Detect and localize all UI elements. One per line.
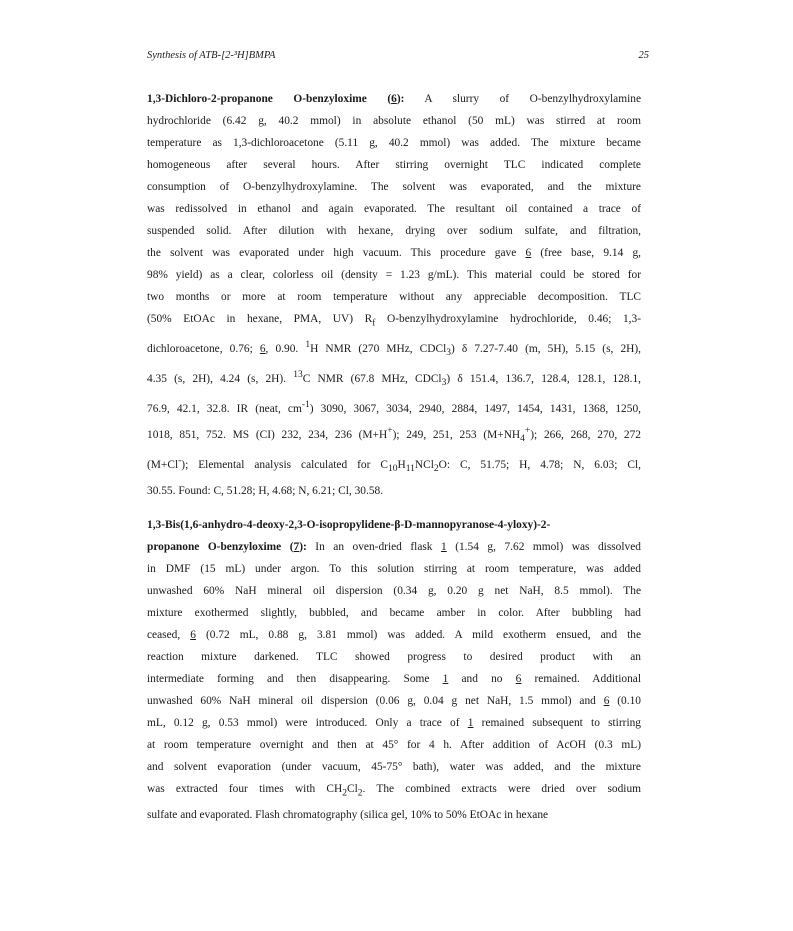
running-header xyxy=(147,50,649,66)
text-line: consumption of O-benzylhydroxylamine. The solvent was evaporated, and the mixture xyxy=(147,181,641,193)
text-line: sulfate and evaporated. Flash chromatography (silica gel, 10% to 50% EtOAc in hexane xyxy=(147,809,549,822)
text-line: unwashed 60% NaH mineral oil dispersion (0.06 g, 0.04 g net NaH, 1.5 mmol) and 6 (0.10 xyxy=(147,695,641,707)
text-line: suspended solid. After dilution with hexane, drying over sodium sulfate, and filtration, xyxy=(147,225,641,237)
text-line: unwashed 60% NaH mineral oil dispersion (0.34 g, 0.20 g net NaH, 8.5 mmol). The xyxy=(147,585,641,597)
text-line: in DMF (15 mL) under argon. To this solution stirring at room temperature, was added xyxy=(147,563,641,575)
text-line: 1,3-Bis(1,6-anhydro-4-deoxy-2,3-O-isopropylidene-β-D-mannopyranose-4-yloxy)-2- xyxy=(147,519,551,531)
text-line: 1018, 851, 752. MS (CI) 232, 234, 236 (M+H+); 249, 251, 253 $(M+NH_4^+)$; 266, 268, 270, 272 xyxy=(147,426,641,445)
text-line: (M+Cl-); Elemental analysis calculated for $C_{10}H_{11}NCl_2O$: C, 51.75; H, 4.78; N, 6.03; Cl, xyxy=(147,456,641,475)
text-line: 98% yield) as a clear, colorless oil (density = 1.23 g/mL). This material could be stored for xyxy=(147,269,641,281)
text-line: 30.55. Found: C, 51.28; H, 4.68; N, 6.21; Cl, 30.58. xyxy=(147,485,384,498)
page-number: 25 xyxy=(638,50,649,61)
text-line: temperature as 1,3-dichloroacetone (5.11 g, 40.2 mmol) was added. The mixture became xyxy=(147,137,641,149)
text-line: the solvent was evaporated under high vacuum. This procedure gave 6 (free base, 9.14 g, xyxy=(147,247,641,259)
text-line: mixture exothermed slightly, bubbled, and became amber in color. After bubbling had xyxy=(147,607,641,619)
text-line: was redissolved in ethanol and again evaporated. The resultant oil contained a trace of xyxy=(147,203,641,215)
text-line: propanone O-benzyloxime (7): In an oven-dried flask 1 (1.54 g, 7.62 mmol) was dissolved xyxy=(147,541,641,553)
text-line: and solvent evaporation (under vacuum, 45-75° bath), water was added, and the mixture xyxy=(147,761,641,773)
text-line: mL, 0.12 g, 0.53 mmol) were introduced. Only a trace of 1 remained subsequent to stirring xyxy=(147,717,641,729)
paragraph-oxime-synthesis xyxy=(147,88,641,502)
text-line: at room temperature overnight and then at 45° for 4 h. After addition of AcOH (0.3 mL) xyxy=(147,739,641,751)
paragraph-bis-ether-synthesis xyxy=(147,514,641,826)
text-line: 1,3-Dichloro-2-propanone O-benzyloxime (6): A slurry of O-benzylhydroxylamine xyxy=(147,93,641,105)
text-line: homogeneous after several hours. After stirring overnight TLC indicated complete xyxy=(147,159,641,171)
running-title: Synthesis of ATB-[2-³H]BMPA xyxy=(147,50,276,61)
text-line: hydrochloride (6.42 g, 40.2 mmol) in absolute ethanol (50 mL) was stirred at room xyxy=(147,115,641,127)
text-line: (50% EtOAc in hexane, PMA, UV) $R_f$ O-benzylhydroxylamine hydrochloride, 0.46; 1,3- xyxy=(147,313,641,329)
text-line: ceased, 6 (0.72 mL, 0.88 g, 3.81 mmol) was added. A mild exotherm ensued, and the xyxy=(147,629,641,641)
text-line: 4.35 (s, 2H), 4.24 (s, 2H). $^{13}$C NMR (67.8 MHz, CDCl$_3$) δ 151.4, 136.7, 128.4, 128.1, 128.1, xyxy=(147,370,641,389)
text-line: dichloroacetone, 0.76; 6, 0.90. $^1$H NMR (270 MHz, CDCl$_3$) δ 7.27-7.40 (m, 5H), 5.15 (s, 2H), xyxy=(147,340,641,359)
text-line: reaction mixture darkened. TLC showed progress to desired product with an xyxy=(147,651,641,663)
text-line: intermediate forming and then disappearing. Some 1 and no 6 remained. Additional xyxy=(147,673,641,685)
text-line: was extracted four times with $CH_2Cl_2$. The combined extracts were dried over sodium xyxy=(147,783,641,799)
text-line: 76.9, 42.1, 32.8. IR (neat, $cm^{-1}$) 3090, 3067, 3034, 2940, 2884, 1497, 1454, 1431, 1368, 1250, xyxy=(147,400,641,416)
text-line: two months or more at room temperature without any appreciable decomposition. TLC xyxy=(147,291,641,303)
